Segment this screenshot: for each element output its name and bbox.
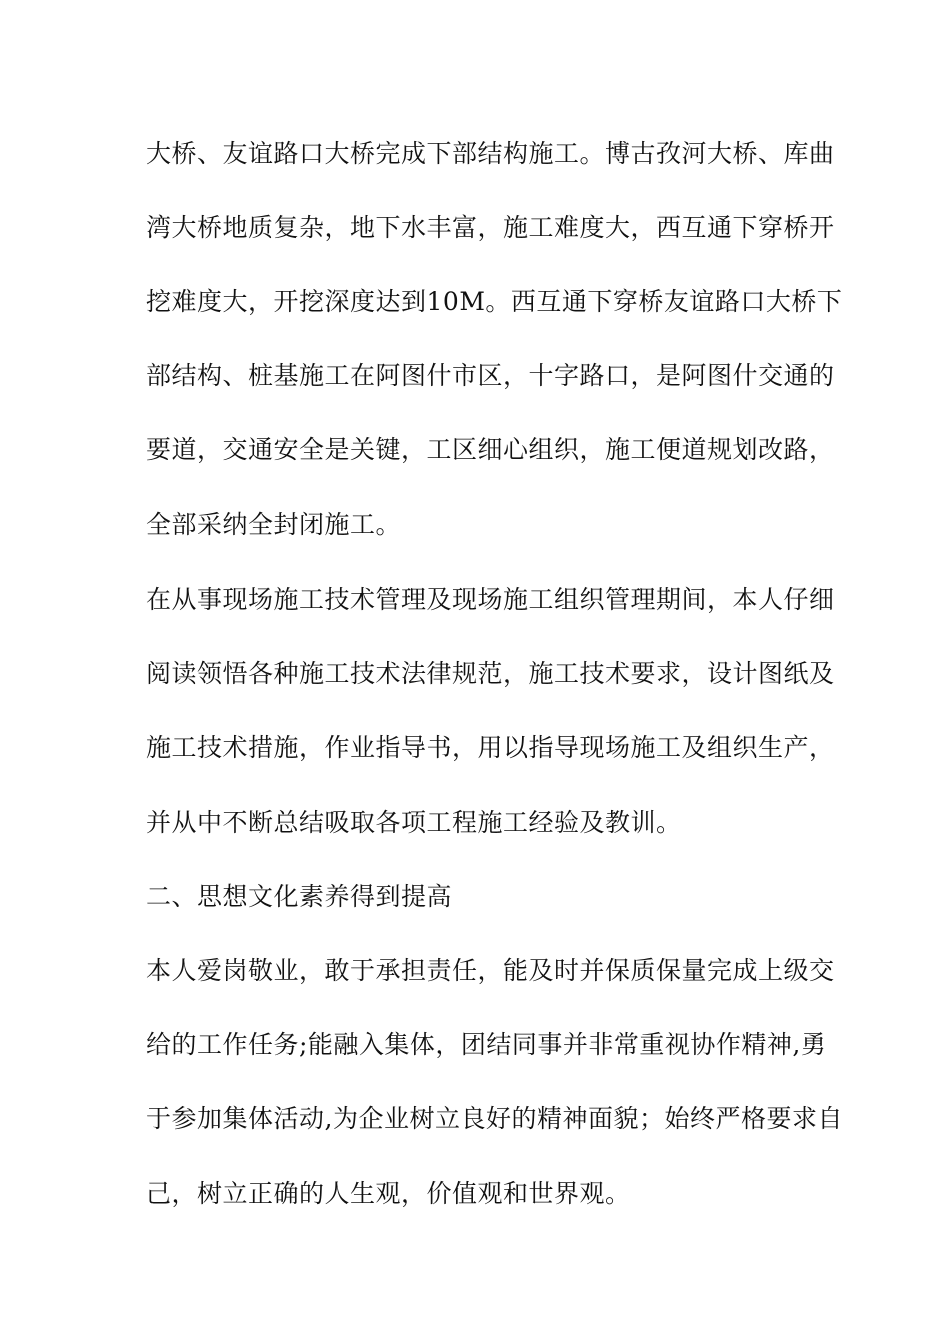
paragraph-1-line-2: 湾大桥地质复杂，地下水丰富，施工难度大，西互通下穿桥开 (146, 213, 835, 242)
paragraph-3-line-2: 给的工作任务;能融入集体，团结同事并非常重视协作精神,勇 (146, 1030, 827, 1059)
paragraph-1-line-5: 要道，交通安全是关键，工区细心组织，施工便道规划改路， (146, 435, 835, 464)
paragraph-3-line-3: 于参加集体活动,为企业树立良好的精神面貌；始终严格要求自 (146, 1104, 843, 1133)
section-heading: 二、思想文化素养得到提高 (146, 882, 453, 911)
paragraph-2-line-1: 在从事现场施工技术管理及现场施工组织管理期间，本人仔细 (146, 585, 835, 614)
paragraph-3-line-4: 己，树立正确的人生观，价值观和世界观。 (146, 1179, 631, 1208)
paragraph-2-line-4: 并从中不断总结吸取各项工程施工经验及教训。 (146, 808, 682, 837)
paragraph-2-line-2: 阅读领悟各种施工技术法律规范，施工技术要求，设计图纸及 (146, 659, 835, 688)
paragraph-2-line-3: 施工技术措施，作业指导书，用以指导现场施工及组织生产， (146, 733, 835, 762)
paragraph-1-line-4: 部结构、桩基施工在阿图什市区，十字路口，是阿图什交通的 (146, 361, 835, 390)
paragraph-1-line-1: 大桥、友谊路口大桥完成下部结构施工。博古孜河大桥、库曲 (146, 139, 835, 168)
paragraph-3-line-1: 本人爱岗敬业，敢于承担责任，能及时并保质保量完成上级交 (146, 956, 835, 985)
paragraph-1-line-3: 挖难度大，开挖深度达到10M。西互通下穿桥友谊路口大桥下 (146, 287, 843, 316)
paragraph-1-line-6: 全部采纳全封闭施工。 (146, 510, 402, 539)
